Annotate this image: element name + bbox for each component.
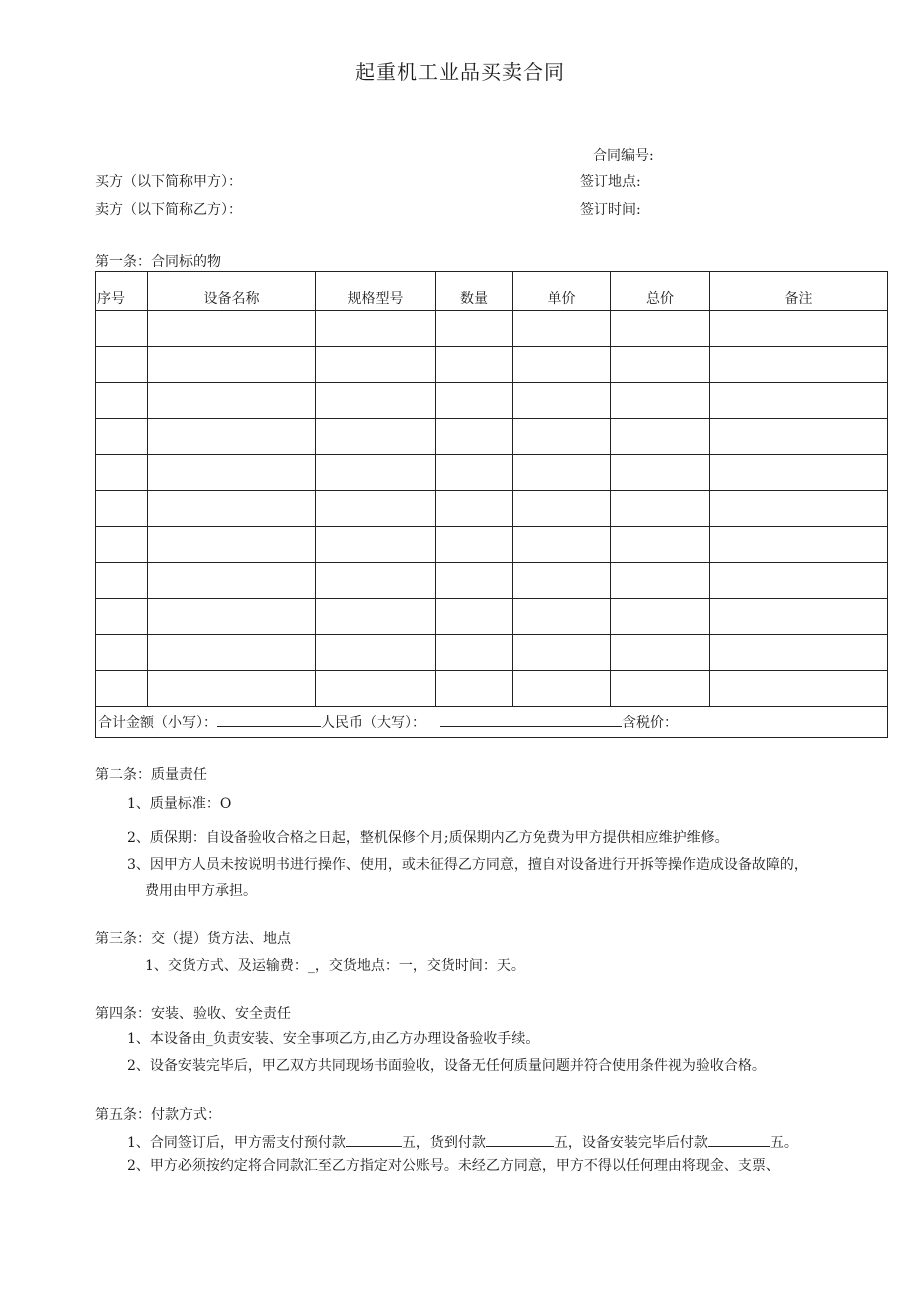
table-row [96, 455, 888, 491]
table-cell[interactable] [96, 563, 148, 599]
table-cell[interactable] [96, 311, 148, 347]
table-cell[interactable] [436, 383, 513, 419]
table-cell[interactable] [148, 419, 316, 455]
table-cell[interactable] [96, 671, 148, 707]
col-header-quantity: 数量 [436, 272, 513, 311]
table-cell[interactable] [611, 383, 710, 419]
table-cell[interactable] [96, 419, 148, 455]
table-cell[interactable] [710, 491, 888, 527]
table-cell[interactable] [96, 455, 148, 491]
table-cell[interactable] [710, 311, 888, 347]
article-2-item-1: 1、质量标准：O [127, 796, 232, 812]
table-cell[interactable] [611, 491, 710, 527]
table-cell[interactable] [96, 491, 148, 527]
table-cell[interactable] [611, 527, 710, 563]
table-cell[interactable] [148, 383, 316, 419]
delivery-payment-blank[interactable] [486, 1132, 554, 1147]
table-cell[interactable] [316, 491, 436, 527]
table-cell[interactable] [611, 599, 710, 635]
seller-label: 卖方（以下简称乙方）： [95, 202, 242, 218]
table-cell[interactable] [710, 383, 888, 419]
delivery-payment-label: 五，货到付款 [401, 1135, 486, 1151]
total-cell [96, 707, 888, 738]
table-cell[interactable] [148, 527, 316, 563]
table-cell[interactable] [436, 347, 513, 383]
article-4-heading: 第四条：安装、验收、安全责任 [95, 1006, 291, 1022]
table-cell[interactable] [513, 671, 611, 707]
advance-payment-blank[interactable] [346, 1132, 402, 1147]
article-2-item-3: 3、因甲方人员未按说明书进行操作、使用，或未征得乙方同意，擅自对设备进行开拆等操作造成设备故障的， [127, 857, 808, 873]
article-5-item-2: 2、甲方必须按约定将合同款汇至乙方指定对公账号。未经乙方同意，甲方不得以任何理由将现金、支票、 [127, 1158, 780, 1174]
table-cell[interactable] [316, 419, 436, 455]
total-tax-label: 含税价： [622, 715, 678, 731]
table-cell[interactable] [513, 347, 611, 383]
table-cell[interactable] [513, 599, 611, 635]
table-row [96, 563, 888, 599]
table-cell[interactable] [513, 455, 611, 491]
table-row [96, 599, 888, 635]
table-row [96, 527, 888, 563]
table-cell[interactable] [611, 455, 710, 491]
col-header-name: 设备名称 [148, 272, 316, 311]
total-small-blank[interactable] [217, 712, 321, 727]
table-cell[interactable] [96, 527, 148, 563]
table-cell[interactable] [710, 671, 888, 707]
table-cell[interactable] [436, 527, 513, 563]
table-cell[interactable] [148, 671, 316, 707]
table-cell[interactable] [710, 599, 888, 635]
table-cell[interactable] [436, 311, 513, 347]
table-cell[interactable] [316, 311, 436, 347]
goods-table [95, 271, 888, 738]
article-2-item-3-cont: 费用由甲方承担。 [145, 883, 257, 899]
install-payment-label: 五，设备安装完毕后付款 [553, 1135, 708, 1151]
table-cell[interactable] [710, 563, 888, 599]
table-cell[interactable] [96, 599, 148, 635]
table-cell[interactable] [710, 419, 888, 455]
table-cell[interactable] [148, 311, 316, 347]
table-cell[interactable] [513, 491, 611, 527]
table-cell[interactable] [513, 635, 611, 671]
table-cell[interactable] [513, 563, 611, 599]
table-cell[interactable] [96, 383, 148, 419]
table-cell[interactable] [436, 491, 513, 527]
sign-time-label: 签订时间: [580, 202, 641, 218]
table-cell[interactable] [148, 563, 316, 599]
col-header-remark: 备注 [710, 272, 888, 311]
table-cell[interactable] [316, 671, 436, 707]
article-1-heading: 第一条：合同标的物 [95, 254, 221, 270]
table-cell[interactable] [436, 635, 513, 671]
table-row [96, 491, 888, 527]
table-cell[interactable] [96, 635, 148, 671]
table-cell[interactable] [710, 455, 888, 491]
buyer-label: 买方（以下简称甲方）： [95, 174, 242, 190]
table-row [96, 383, 888, 419]
col-header-unit-price: 单价 [513, 272, 611, 311]
table-cell[interactable] [611, 671, 710, 707]
col-header-model: 规格型号 [316, 272, 436, 311]
table-cell[interactable] [513, 527, 611, 563]
table-row [96, 347, 888, 383]
table-cell[interactable] [436, 455, 513, 491]
document-title: 起重机工业品买卖合同 [355, 60, 565, 84]
table-cell[interactable] [513, 383, 611, 419]
table-row [96, 419, 888, 455]
table-cell[interactable] [611, 563, 710, 599]
total-small-label: 合计金额（小写）： [98, 715, 217, 731]
table-cell[interactable] [316, 599, 436, 635]
article-2-item-2: 2、质保期：自设备验收合格之日起，整机保修个月;质保期内乙方免费为甲方提供相应维护维修。 [127, 830, 729, 846]
article-5-heading: 第五条：付款方式： [95, 1107, 221, 1123]
article-2-heading: 第二条：质量责任 [95, 767, 207, 783]
table-cell[interactable] [611, 311, 710, 347]
table-cell[interactable] [710, 527, 888, 563]
col-header-total-price: 总价 [611, 272, 710, 311]
article-4-item-2: 2、设备安装完毕后，甲乙双方共同现场书面验收，设备无任何质量问题并符合使用条件视为验收合格。 [127, 1058, 766, 1074]
article-3-heading: 第三条：交（提）货方法、地点 [95, 931, 291, 947]
total-rmb-label: 人民币（大写）： [321, 715, 426, 731]
table-cell[interactable] [611, 419, 710, 455]
table-cell[interactable] [611, 347, 710, 383]
table-cell[interactable] [710, 347, 888, 383]
table-cell[interactable] [96, 347, 148, 383]
table-cell[interactable] [611, 635, 710, 671]
table-cell[interactable] [316, 563, 436, 599]
table-cell[interactable] [316, 455, 436, 491]
table-cell[interactable] [436, 563, 513, 599]
sign-place-label: 签订地点: [580, 174, 641, 190]
advance-payment-label: 1、合同签订后，甲方需支付预付款 [127, 1135, 346, 1151]
table-cell[interactable] [436, 671, 513, 707]
table-cell[interactable] [316, 383, 436, 419]
table-cell[interactable] [148, 455, 316, 491]
contract-number-label: 合同编号: [593, 148, 654, 164]
article-5-item-1 [127, 1132, 798, 1152]
payment-unit-end: 五。 [769, 1135, 798, 1151]
table-total-row [96, 707, 888, 738]
col-header-index: 序号 [96, 272, 148, 311]
table-cell[interactable] [148, 635, 316, 671]
table-cell[interactable] [436, 419, 513, 455]
total-rmb-blank[interactable] [440, 712, 622, 727]
table-row [96, 311, 888, 347]
table-header-row [96, 272, 888, 311]
table-row [96, 635, 888, 671]
table-cell[interactable] [513, 311, 611, 347]
table-cell[interactable] [148, 347, 316, 383]
table-cell[interactable] [436, 599, 513, 635]
install-payment-blank[interactable] [708, 1132, 770, 1147]
table-cell[interactable] [148, 491, 316, 527]
table-cell[interactable] [710, 635, 888, 671]
table-cell[interactable] [148, 599, 316, 635]
article-3-item-1: 1、交货方式、及运输费：_，交货地点：一，交货时间：天。 [145, 958, 525, 974]
table-cell[interactable] [316, 635, 436, 671]
table-cell[interactable] [513, 419, 611, 455]
table-cell[interactable] [316, 347, 436, 383]
table-row [96, 671, 888, 707]
table-cell[interactable] [316, 527, 436, 563]
article-4-item-1: 1、本设备由_负责安装、安全事项乙方,由乙方办理设备验收手续。 [127, 1031, 540, 1047]
